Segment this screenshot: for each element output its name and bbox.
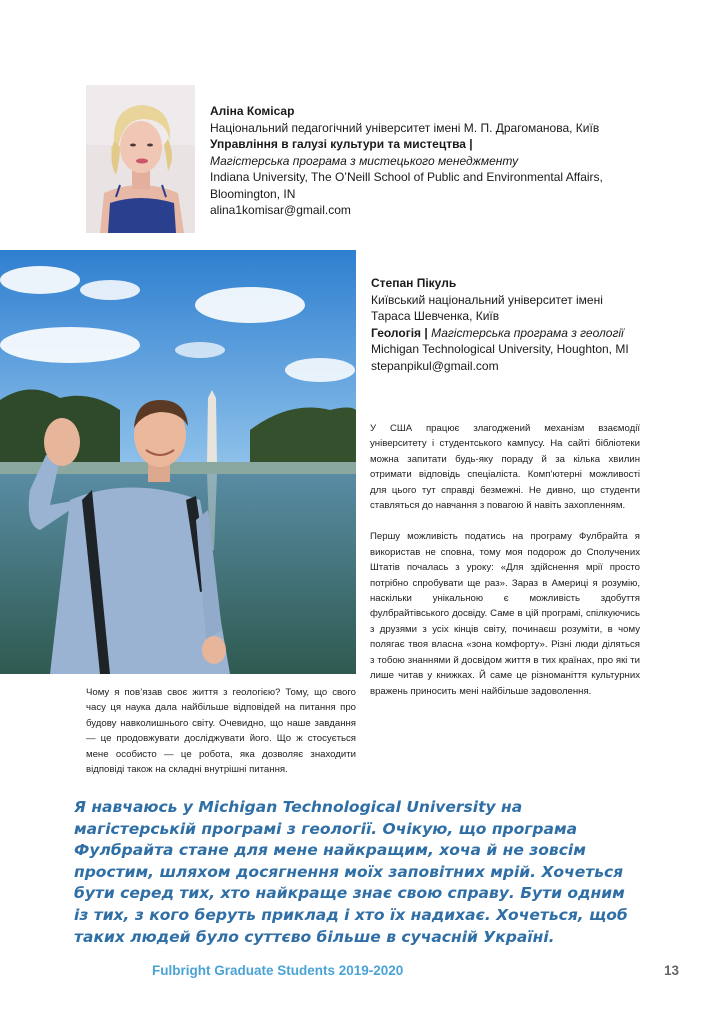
profile-email: alina1komisar@gmail.com bbox=[210, 203, 351, 217]
pull-quote: Я навчаюсь у Michigan Technological University на магістерській програмі з геології. Очікую, що програма Фулбрайта стане для мене найкращим, хоча й не зовсім простим, шляхом досягнення моїх заповітних мрій. Хочеться бути серед тих, хто найкраще знає свою справу. Бути одним із тих, з кого беруть приклад і хто їх надихає. Хочеться, щоб таких людей було суттєво більше в сучасній Україні. bbox=[74, 798, 628, 946]
profile-host-institution: Michigan Technological University, Houghton, MI bbox=[371, 342, 629, 356]
stepan-profile bbox=[371, 275, 701, 374]
stepan-portrait-photo bbox=[0, 250, 356, 674]
profile-name: Степан Пікуль bbox=[371, 276, 457, 290]
article-paragraph: Першу можливість податись на програму Фулбрайта я використав не сповна, тому моя подорож до Сполучених Штатів почалась з уроку: «Для здійснення мрії просто потрібно спробувати ще раз». Зараз в Америці я розумію, наскільки унікальною є можливість здобуття фулбрайтівського досвіду. Саме в цій програмі, спілкуючись з друзями з усіх кінців світу, починаєш розуміти, в чому полягає твоя власна «зона комфорту». Різні люди діляться з тобою знаннями й досвідом життя в тих країнах, про які ти лише читав у книжках. Й саме це різноманіття культурних вражень приносить мені найбільше задоволення. bbox=[370, 531, 640, 697]
profile-host-institution: Indiana University, The O’Neill School of Public and Environmental Affairs, bbox=[210, 170, 603, 184]
profile-program: Магістерська програма з геології bbox=[431, 325, 624, 340]
article-paragraph: Чому я пов’язав своє життя з геологією? Тому, що свого часу ця наука дала найбільше відповідей на питання про будову навколишнього світу. Очевидно, що наше завдання — це продовжувати досліджувати його. Що ж стосується мене особисто — це робота, яка дозволяє знаходити відповіді також на складні внутрішні питання. bbox=[86, 687, 356, 776]
profile-field: Геологія | bbox=[371, 325, 428, 340]
profile-host-location: Bloomington, IN bbox=[210, 186, 296, 201]
profile-university: Національний педагогічний університет імені М. П. Драгоманова, Київ bbox=[210, 120, 600, 135]
page-number: 13 bbox=[664, 963, 680, 978]
profile-university-city: Тараса Шевченка, Київ bbox=[371, 309, 500, 323]
profile-email: stepanpikul@gmail.com bbox=[371, 358, 499, 373]
article-left-column bbox=[86, 685, 356, 777]
alina-profile bbox=[210, 103, 690, 219]
profile-field: Управління в галузі культури та мистецтва | bbox=[210, 137, 473, 151]
profile-university: Київський національний університет імені bbox=[371, 292, 603, 307]
article-paragraph: У США працює злагоджений механізм взаємодії університету і студентського кампусу. На сайті бібліотеки можна запитати будь-яку пораду й за кілька хвилин отримати відповідь спеціаліста. Комп’ютерні можливості для цього тут справді безмежні. Не дивно, що студенти ставляться до навчання з повагою й навіть захопленням. bbox=[370, 423, 640, 512]
profile-program: Магістерська програма з мистецького менеджменту bbox=[210, 153, 519, 168]
alina-portrait-photo bbox=[86, 85, 195, 233]
article-right-column bbox=[370, 421, 640, 715]
footer-title: Fulbright Graduate Students 2019-2020 bbox=[152, 963, 404, 978]
profile-name: Аліна Комісар bbox=[210, 104, 295, 118]
